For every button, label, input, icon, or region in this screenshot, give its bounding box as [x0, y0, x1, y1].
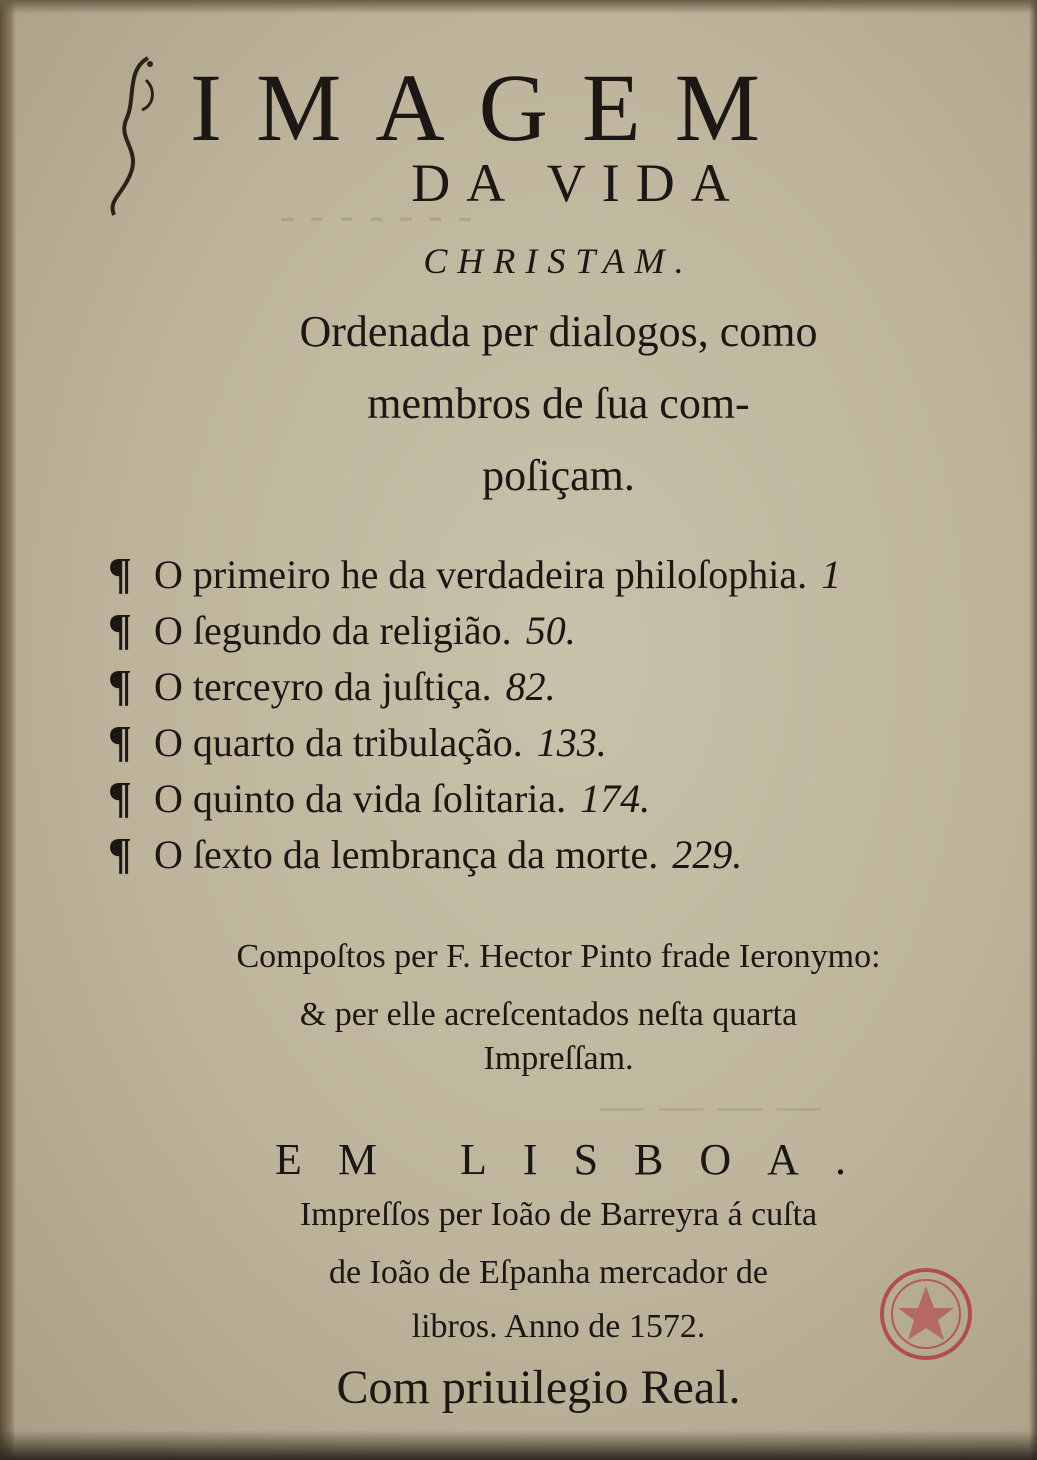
- contents-entry: [108, 548, 1033, 604]
- pilcrow-icon: ¶: [108, 773, 132, 822]
- pilcrow-icon: ¶: [108, 549, 132, 598]
- pilcrow-icon: ¶: [108, 717, 132, 766]
- contents-entry-page: 82.: [505, 664, 556, 709]
- imprint-line: libros. Anno de 1572.: [411, 1308, 706, 1345]
- description-line: Ordenada per dialogos, como: [299, 307, 818, 356]
- imprint-line: Impreſſos per Ioão de Barreyra á cuſta: [299, 1196, 818, 1233]
- contents-entry-text: O quarto da tribulação.: [154, 720, 523, 765]
- bleed-through-text: — — — —: [600, 1081, 823, 1130]
- contents-entry-page: 50.: [525, 608, 576, 653]
- contents-entry-page: 1: [821, 552, 842, 597]
- contents-entry-page: 174.: [580, 776, 651, 821]
- privilege-line: Com priuilegio Real.: [336, 1361, 741, 1414]
- contents-entry: [108, 660, 1033, 716]
- pilcrow-icon: ¶: [108, 829, 132, 878]
- description-line: poſiçam.: [482, 451, 635, 500]
- description-line: membros de ſua com-: [367, 379, 750, 428]
- contents-entry: [108, 772, 1033, 828]
- bleed-through-text: - - - - - - -: [280, 191, 475, 240]
- contents-entry-text: O ſegundo da religião.: [154, 608, 512, 653]
- contents-entry-text: O quinto da vida ſolitaria.: [154, 776, 567, 821]
- imprint-line: de Ioão de Eſpanha mercador de: [329, 1254, 768, 1291]
- book-spine-edge: [0, 0, 16, 1460]
- author-line: Compoſtos per F. Hector Pinto frade Ieronymo:: [236, 938, 881, 975]
- contents-entry-page: 229.: [672, 832, 743, 877]
- contents-entry: [108, 716, 1033, 772]
- title-third: CHRISTAM.: [423, 241, 694, 281]
- contents-entry-text: O terceyro da juſtiça.: [154, 664, 492, 709]
- contents-entry-page: 133.: [536, 720, 607, 765]
- author-line: & per elle acreſcentados neſta quarta: [299, 996, 798, 1033]
- contents-entry-text: O ſexto da lembrança da morte.: [154, 832, 659, 877]
- library-stamp-icon: [876, 1264, 976, 1364]
- contents-entry-text: O primeiro he da verdadeira philoſophia.: [154, 552, 808, 597]
- pilcrow-icon: ¶: [108, 605, 132, 654]
- table-of-contents: [108, 548, 1033, 884]
- title-sub: DA VIDA: [411, 153, 746, 213]
- title-main: IMAGEM: [190, 54, 794, 161]
- page-top-edge: [0, 0, 1037, 14]
- contents-entry: [108, 828, 1033, 884]
- pilcrow-icon: ¶: [108, 661, 132, 710]
- author-line: Impreſſam.: [483, 1040, 634, 1077]
- page-bottom-edge: [0, 1430, 1037, 1460]
- imprint-city: EM LISBOA.: [275, 1135, 882, 1184]
- contents-entry: [108, 604, 1033, 660]
